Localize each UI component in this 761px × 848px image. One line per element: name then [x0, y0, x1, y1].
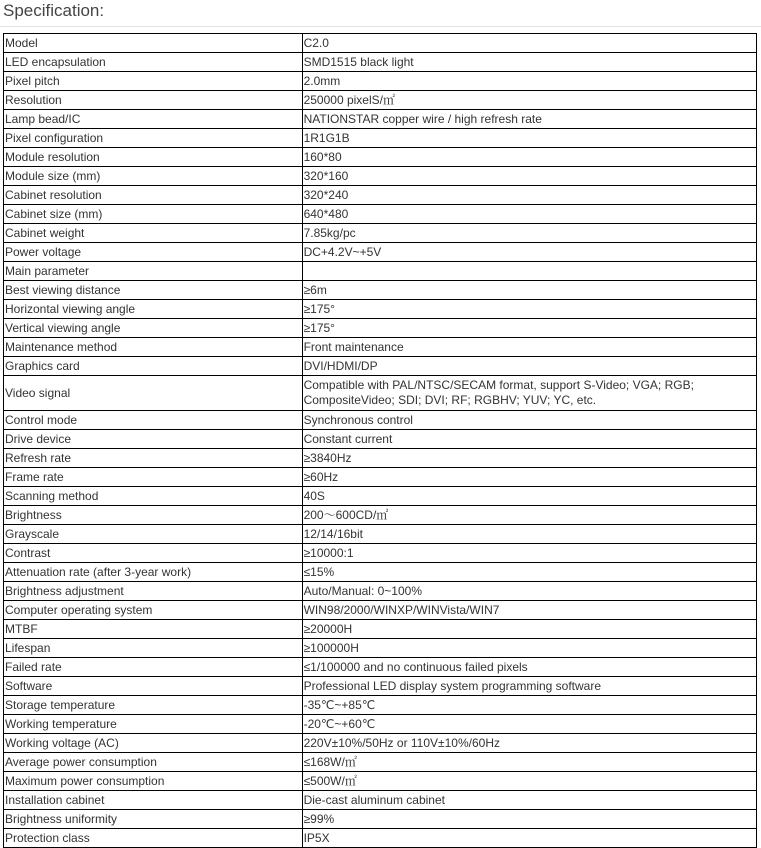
spec-value-cell: -20℃~+60℃	[302, 715, 756, 734]
spec-label-cell: Cabinet resolution	[4, 186, 303, 205]
table-row	[4, 734, 757, 753]
spec-value-cell: ≥175°	[302, 319, 756, 338]
table-row	[4, 468, 757, 487]
page-title: Specification:	[3, 1, 105, 20]
spec-label-cell: Brightness uniformity	[4, 810, 303, 829]
table-row	[4, 582, 757, 601]
spec-value-cell: ≥6m	[302, 281, 756, 300]
spec-label-cell: Drive device	[4, 430, 303, 449]
spec-label-cell: Frame rate	[4, 468, 303, 487]
spec-label-cell: LED encapsulation	[4, 53, 303, 72]
spec-label-cell: Working temperature	[4, 715, 303, 734]
spec-label-cell: Main parameter	[4, 262, 303, 281]
spec-value-cell: ≤500W/㎡	[302, 772, 756, 791]
table-row	[4, 319, 757, 338]
table-row	[4, 34, 757, 53]
spec-label-cell: Vertical viewing angle	[4, 319, 303, 338]
table-row	[4, 791, 757, 810]
table-row	[4, 338, 757, 357]
spec-value-cell: Compatible with PAL/NTSC/SECAM format, support S-Video; VGA; RGB; CompositeVideo; SDI; DVI; RF; RGBHV; YUV; YC, etc.	[302, 376, 756, 411]
spec-label-cell: Lamp bead/IC	[4, 110, 303, 129]
spec-label-cell: Storage temperature	[4, 696, 303, 715]
specification-table	[3, 33, 757, 848]
spec-label-cell: Scanning method	[4, 487, 303, 506]
specification-table-body	[4, 34, 757, 848]
table-row	[4, 810, 757, 829]
spec-label-cell: Pixel configuration	[4, 129, 303, 148]
spec-label-cell: Control mode	[4, 411, 303, 430]
spec-label-cell: MTBF	[4, 620, 303, 639]
spec-label-cell: Software	[4, 677, 303, 696]
table-row	[4, 601, 757, 620]
table-row	[4, 148, 757, 167]
spec-label-cell: Model	[4, 34, 303, 53]
spec-value-cell: DVI/HDMI/DP	[302, 357, 756, 376]
table-row	[4, 376, 757, 411]
spec-label-cell: Power voltage	[4, 243, 303, 262]
spec-value-cell: ≥3840Hz	[302, 449, 756, 468]
spec-label-cell: Brightness	[4, 506, 303, 525]
spec-value-cell: IP5X	[302, 829, 756, 848]
spec-label-cell: Best viewing distance	[4, 281, 303, 300]
spec-value-cell: 160*80	[302, 148, 756, 167]
spec-value-cell: 12/14/16bit	[302, 525, 756, 544]
table-row	[4, 53, 757, 72]
table-row	[4, 129, 757, 148]
spec-value-cell: 320*240	[302, 186, 756, 205]
spec-label-cell: Graphics card	[4, 357, 303, 376]
spec-label-cell: Grayscale	[4, 525, 303, 544]
spec-value-cell: 220V±10%/50Hz or 110V±10%/60Hz	[302, 734, 756, 753]
table-row	[4, 506, 757, 525]
spec-value-cell: 7.85kg/pc	[302, 224, 756, 243]
spec-label-cell: Protection class	[4, 829, 303, 848]
table-row	[4, 281, 757, 300]
table-row	[4, 262, 757, 281]
spec-label-cell: Resolution	[4, 91, 303, 110]
table-row	[4, 167, 757, 186]
spec-value-cell: ≥20000H	[302, 620, 756, 639]
spec-label-cell: Maintenance method	[4, 338, 303, 357]
table-row	[4, 715, 757, 734]
spec-value-cell: SMD1515 black light	[302, 53, 756, 72]
spec-value-cell: Auto/Manual: 0~100%	[302, 582, 756, 601]
table-row	[4, 563, 757, 582]
spec-value-cell: Die-cast aluminum cabinet	[302, 791, 756, 810]
spec-value-cell: ≤168W/㎡	[302, 753, 756, 772]
spec-label-cell: Lifespan	[4, 639, 303, 658]
table-row	[4, 91, 757, 110]
spec-label-cell: Attenuation rate (after 3-year work)	[4, 563, 303, 582]
spec-label-cell: Failed rate	[4, 658, 303, 677]
table-row	[4, 487, 757, 506]
spec-label-cell: Module size (mm)	[4, 167, 303, 186]
spec-label-cell: Refresh rate	[4, 449, 303, 468]
spec-value-cell: NATIONSTAR copper wire / high refresh rate	[302, 110, 756, 129]
spec-value-cell: C2.0	[302, 34, 756, 53]
table-row	[4, 829, 757, 848]
heading-divider	[0, 26, 761, 27]
spec-label-cell: Video signal	[4, 376, 303, 411]
table-row	[4, 186, 757, 205]
table-row	[4, 696, 757, 715]
spec-value-cell: -35℃~+85℃	[302, 696, 756, 715]
table-row	[4, 300, 757, 319]
table-row	[4, 205, 757, 224]
table-row	[4, 620, 757, 639]
spec-label-cell: Installation cabinet	[4, 791, 303, 810]
spec-label-cell: Horizontal viewing angle	[4, 300, 303, 319]
spec-value-cell: DC+4.2V~+5V	[302, 243, 756, 262]
table-row	[4, 224, 757, 243]
table-row	[4, 525, 757, 544]
table-row	[4, 430, 757, 449]
table-row	[4, 110, 757, 129]
spec-label-cell: Working voltage (AC)	[4, 734, 303, 753]
spec-value-cell: WIN98/2000/WINXP/WINVista/WIN7	[302, 601, 756, 620]
table-row	[4, 72, 757, 91]
table-row	[4, 677, 757, 696]
spec-value-cell: 640*480	[302, 205, 756, 224]
spec-label-cell: Pixel pitch	[4, 72, 303, 91]
spec-value-cell: 250000 pixelS/㎡	[302, 91, 756, 110]
spec-value-cell: ≤1/100000 and no continuous failed pixels	[302, 658, 756, 677]
table-row	[4, 449, 757, 468]
table-row	[4, 772, 757, 791]
spec-value-cell: 40S	[302, 487, 756, 506]
table-row	[4, 544, 757, 563]
spec-value-cell: 2.0mm	[302, 72, 756, 91]
spec-value-cell: Front maintenance	[302, 338, 756, 357]
spec-value-cell: Synchronous control	[302, 411, 756, 430]
spec-label-cell: Cabinet weight	[4, 224, 303, 243]
spec-label-cell: Computer operating system	[4, 601, 303, 620]
table-row	[4, 658, 757, 677]
table-row	[4, 639, 757, 658]
spec-value-cell: Constant current	[302, 430, 756, 449]
spec-value-cell: Professional LED display system programming software	[302, 677, 756, 696]
spec-value-cell: ≥175°	[302, 300, 756, 319]
spec-label-cell: Average power consumption	[4, 753, 303, 772]
spec-value-cell: 200～600CD/㎡	[302, 506, 756, 525]
table-row	[4, 357, 757, 376]
spec-label-cell: Contrast	[4, 544, 303, 563]
spec-label-cell: Maximum power consumption	[4, 772, 303, 791]
spec-label-cell: Brightness adjustment	[4, 582, 303, 601]
spec-value-cell	[302, 262, 756, 281]
table-row	[4, 753, 757, 772]
spec-value-cell: ≤15%	[302, 563, 756, 582]
spec-label-cell: Module resolution	[4, 148, 303, 167]
spec-label-cell: Cabinet size (mm)	[4, 205, 303, 224]
spec-value-cell: 1R1G1B	[302, 129, 756, 148]
spec-value-cell: ≥100000H	[302, 639, 756, 658]
spec-value-cell: ≥60Hz	[302, 468, 756, 487]
spec-value-cell: ≥10000:1	[302, 544, 756, 563]
spec-value-cell: ≥99%	[302, 810, 756, 829]
table-row	[4, 243, 757, 262]
table-row	[4, 411, 757, 430]
spec-value-cell: 320*160	[302, 167, 756, 186]
